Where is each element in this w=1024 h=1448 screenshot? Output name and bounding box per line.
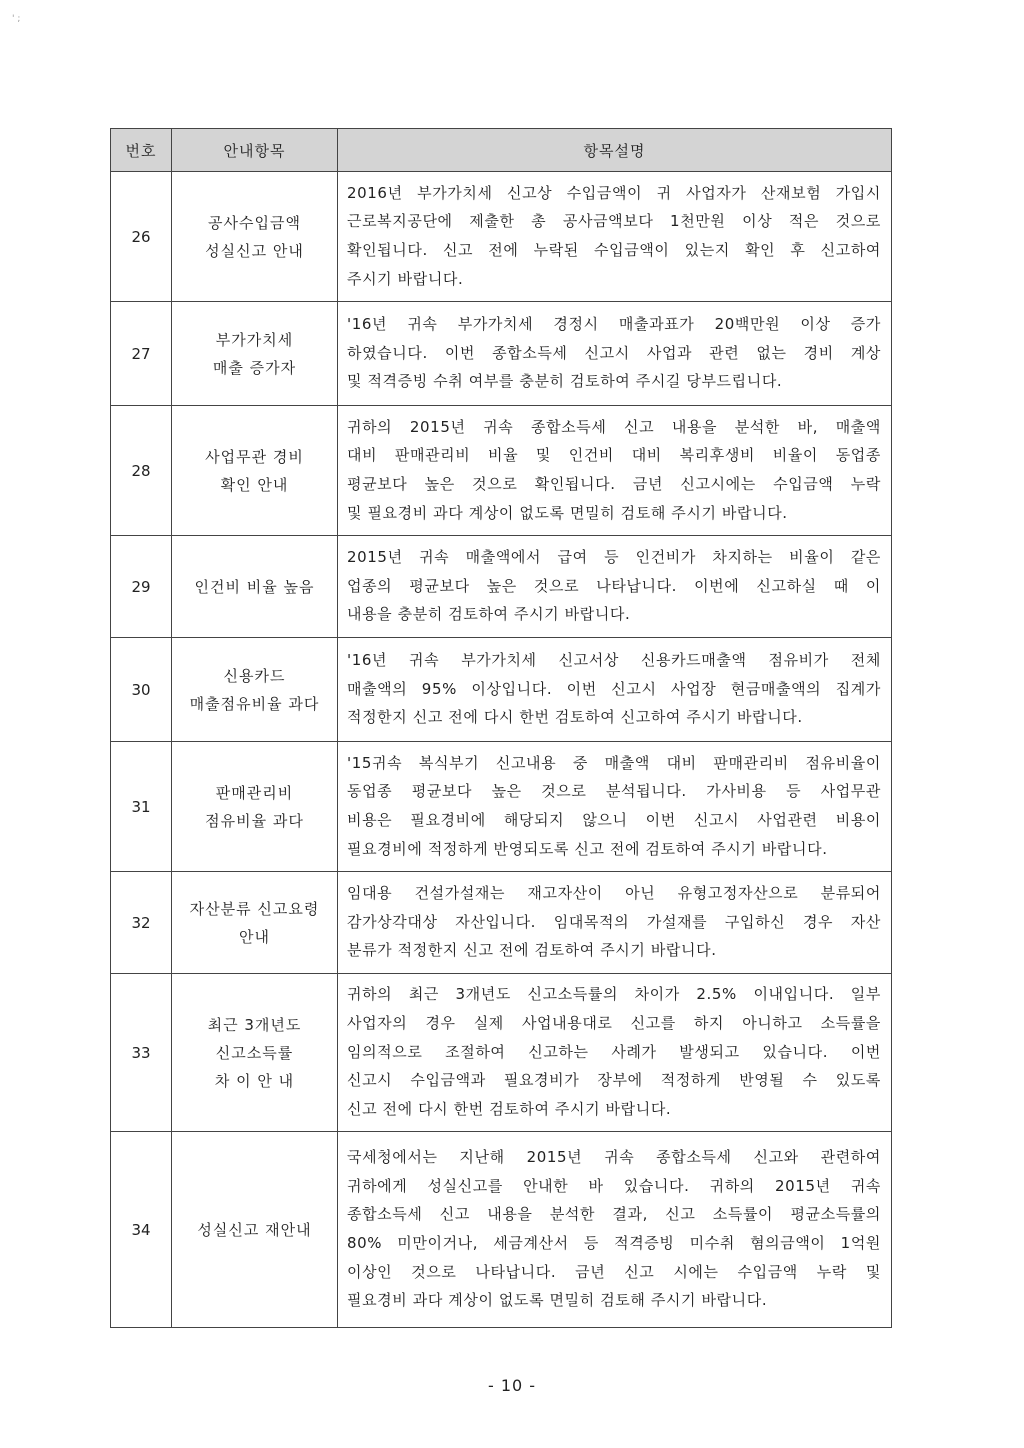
description-line: '16년 귀속 부가가치세 경정시 매출과표가 20백만원 이상 증가 bbox=[347, 314, 881, 333]
table-row bbox=[111, 302, 892, 406]
description-line: 종합소득세 신고 내용을 분석한 결과, 신고 소득률이 평균소득률의 bbox=[347, 1205, 881, 1224]
item-line: 매출 증가자 bbox=[212, 358, 297, 377]
row-item bbox=[172, 974, 338, 1132]
header-item: 안내항목 bbox=[172, 129, 338, 172]
description-line: 귀하에게 성실신고를 안내한 바 있습니다. 귀하의 2015년 귀속 bbox=[347, 1176, 881, 1195]
table-row bbox=[111, 742, 892, 872]
description-line: 국세청에서는 지난해 2015년 귀속 종합소득세 신고와 관련하여 bbox=[347, 1147, 881, 1166]
row-item bbox=[172, 1132, 338, 1328]
description-line: 하였습니다. 이번 종합소득세 신고시 사업과 관련 없는 경비 계상 bbox=[347, 343, 881, 362]
row-number: 31 bbox=[111, 742, 172, 872]
description-line: 및 필요경비 과다 계상이 없도록 면밀히 검토해 주시기 바랍니다. bbox=[347, 503, 788, 522]
item-line: 성실신고 재안내 bbox=[197, 1220, 312, 1239]
table-row bbox=[111, 536, 892, 638]
description-line: 분류가 적정한지 신고 전에 검토하여 주시기 바랍니다. bbox=[347, 941, 717, 960]
row-item bbox=[172, 872, 338, 974]
row-item bbox=[172, 406, 338, 536]
item-line: 자산분류 신고요령 bbox=[189, 899, 320, 918]
description-line: 임의적으로 조절하여 신고하는 사례가 발생되고 있습니다. 이번 bbox=[347, 1042, 881, 1061]
description-line: 2015년 귀속 매출액에서 급여 등 인건비가 차지하는 비율이 같은 bbox=[347, 547, 881, 566]
row-description bbox=[338, 1132, 892, 1328]
description-line: 적정한지 신고 전에 다시 한번 검토하여 신고하여 주시기 바랍니다. bbox=[347, 708, 803, 727]
row-number: 27 bbox=[111, 302, 172, 406]
table-body bbox=[111, 172, 892, 1328]
description-line: '16년 귀속 부가가치세 신고서상 신용카드매출액 점유비가 전체 bbox=[347, 650, 881, 669]
item-line: 확인 안내 bbox=[220, 475, 289, 494]
page-number: - 10 - bbox=[487, 1376, 537, 1395]
description-line: 근로복지공단에 제출한 총 공사금액보다 1천만원 이상 적은 것으로 bbox=[347, 212, 881, 231]
table-row bbox=[111, 172, 892, 302]
row-description bbox=[338, 974, 892, 1132]
item-line: 판매관리비 bbox=[215, 783, 294, 802]
item-line: 안내 bbox=[239, 927, 270, 946]
item-line: 매출점유비율 과다 bbox=[189, 694, 320, 713]
description-line: 필요경비 과다 계상이 없도록 면밀히 검토해 주시기 바랍니다. bbox=[347, 1291, 768, 1310]
description-line: 80% 미만이거나, 세금계산서 등 적격증빙 미수취 혐의금액이 1억원 bbox=[347, 1234, 881, 1252]
description-line: 내용을 충분히 검토하여 주시기 바랍니다. bbox=[347, 605, 631, 624]
row-number: 26 bbox=[111, 172, 172, 302]
description-line: 사업자의 경우 실제 사업내용대로 신고를 하지 아니하고 소득률을 bbox=[347, 1013, 881, 1032]
description-line: 확인됩니다. 신고 전에 누락된 수입금액이 있는지 확인 후 신고하여 bbox=[347, 241, 881, 259]
description-line: 매출액의 95% 이상입니다. 이번 신고시 사업장 현금매출액의 집계가 bbox=[347, 679, 881, 698]
header-number: 번호 bbox=[111, 129, 172, 172]
row-item bbox=[172, 302, 338, 406]
item-line: 인건비 비율 높음 bbox=[194, 577, 315, 596]
row-number: 33 bbox=[111, 974, 172, 1132]
row-item bbox=[172, 638, 338, 742]
description-line: 임대용 건설가설재는 재고자산이 아닌 유형고정자산으로 분류되어 bbox=[347, 883, 881, 902]
description-line: 감가상각대상 자산입니다. 임대목적의 가설재를 구입하신 경우 자산 bbox=[347, 912, 881, 931]
row-number: 30 bbox=[111, 638, 172, 742]
row-number: 28 bbox=[111, 406, 172, 536]
item-line: 성실신고 안내 bbox=[205, 241, 304, 260]
row-item bbox=[172, 742, 338, 872]
row-item bbox=[172, 172, 338, 302]
row-description bbox=[338, 172, 892, 302]
description-line: 신고 전에 다시 한번 검토하여 주시기 바랍니다. bbox=[347, 1100, 672, 1119]
item-line: 차 이 안 내 bbox=[214, 1071, 295, 1090]
row-description bbox=[338, 872, 892, 974]
item-line: 최근 3개년도 bbox=[207, 1015, 302, 1034]
row-description bbox=[338, 302, 892, 406]
scan-artifact-mark: ' ; bbox=[12, 14, 21, 24]
item-line: 신용카드 bbox=[223, 666, 286, 685]
table-row bbox=[111, 872, 892, 974]
table-row bbox=[111, 1132, 892, 1328]
table-header-row bbox=[111, 129, 892, 172]
description-line: 평균보다 높은 것으로 확인됩니다. 금년 신고시에는 수입금액 누락 bbox=[347, 475, 881, 493]
item-line: 점유비율 과다 bbox=[205, 811, 304, 830]
description-line: 업종의 평균보다 높은 것으로 나타납니다. 이번에 신고하실 때 이 bbox=[347, 576, 881, 595]
description-line: 신고시 수입금액과 필요경비가 장부에 적정하게 반영될 수 있도록 bbox=[347, 1071, 881, 1090]
item-line: 공사수입금액 bbox=[208, 213, 301, 232]
description-line: 이상인 것으로 나타납니다. 금년 신고 시에는 수입금액 누락 및 bbox=[347, 1262, 881, 1281]
item-line: 신고소득률 bbox=[215, 1043, 294, 1062]
description-line: 2016년 부가가치세 신고상 수입금액이 귀 사업자가 산재보험 가입시 bbox=[347, 183, 881, 202]
description-line: 주시기 바랍니다. bbox=[347, 269, 464, 288]
description-line: 및 적격증빙 수취 여부를 충분히 검토하여 주시길 당부드립니다. bbox=[347, 372, 783, 391]
row-number: 29 bbox=[111, 536, 172, 638]
description-line: 비용은 필요경비에 해당되지 않으니 이번 신고시 사업관련 비용이 bbox=[347, 811, 881, 829]
description-line: 귀하의 2015년 귀속 종합소득세 신고 내용을 분석한 바, 매출액 bbox=[347, 417, 881, 436]
description-line: '15귀속 복식부기 신고내용 중 매출액 대비 판매관리비 점유비율이 bbox=[347, 753, 881, 772]
row-description bbox=[338, 536, 892, 638]
description-line: 대비 판매관리비 비율 및 인건비 대비 복리후생비 비율이 동업종 bbox=[347, 446, 881, 465]
table-row bbox=[111, 406, 892, 536]
row-item bbox=[172, 536, 338, 638]
row-number: 34 bbox=[111, 1132, 172, 1328]
row-description bbox=[338, 742, 892, 872]
item-line: 사업무관 경비 bbox=[205, 447, 304, 466]
row-description bbox=[338, 638, 892, 742]
header-description: 항목설명 bbox=[338, 129, 892, 172]
table-row bbox=[111, 974, 892, 1132]
item-line: 부가가치세 bbox=[215, 330, 294, 349]
row-number: 32 bbox=[111, 872, 172, 974]
description-line: 필요경비에 적정하게 반영되도록 신고 전에 검토하여 주시기 바랍니다. bbox=[347, 839, 828, 858]
row-description bbox=[338, 406, 892, 536]
description-line: 귀하의 최근 3개년도 신고소득률의 차이가 2.5% 이내입니다. 일부 bbox=[347, 985, 881, 1004]
table-row bbox=[111, 638, 892, 742]
description-line: 동업종 평균보다 높은 것으로 분석됩니다. 가사비용 등 사업무관 bbox=[347, 782, 881, 801]
guidance-table bbox=[110, 128, 892, 1328]
